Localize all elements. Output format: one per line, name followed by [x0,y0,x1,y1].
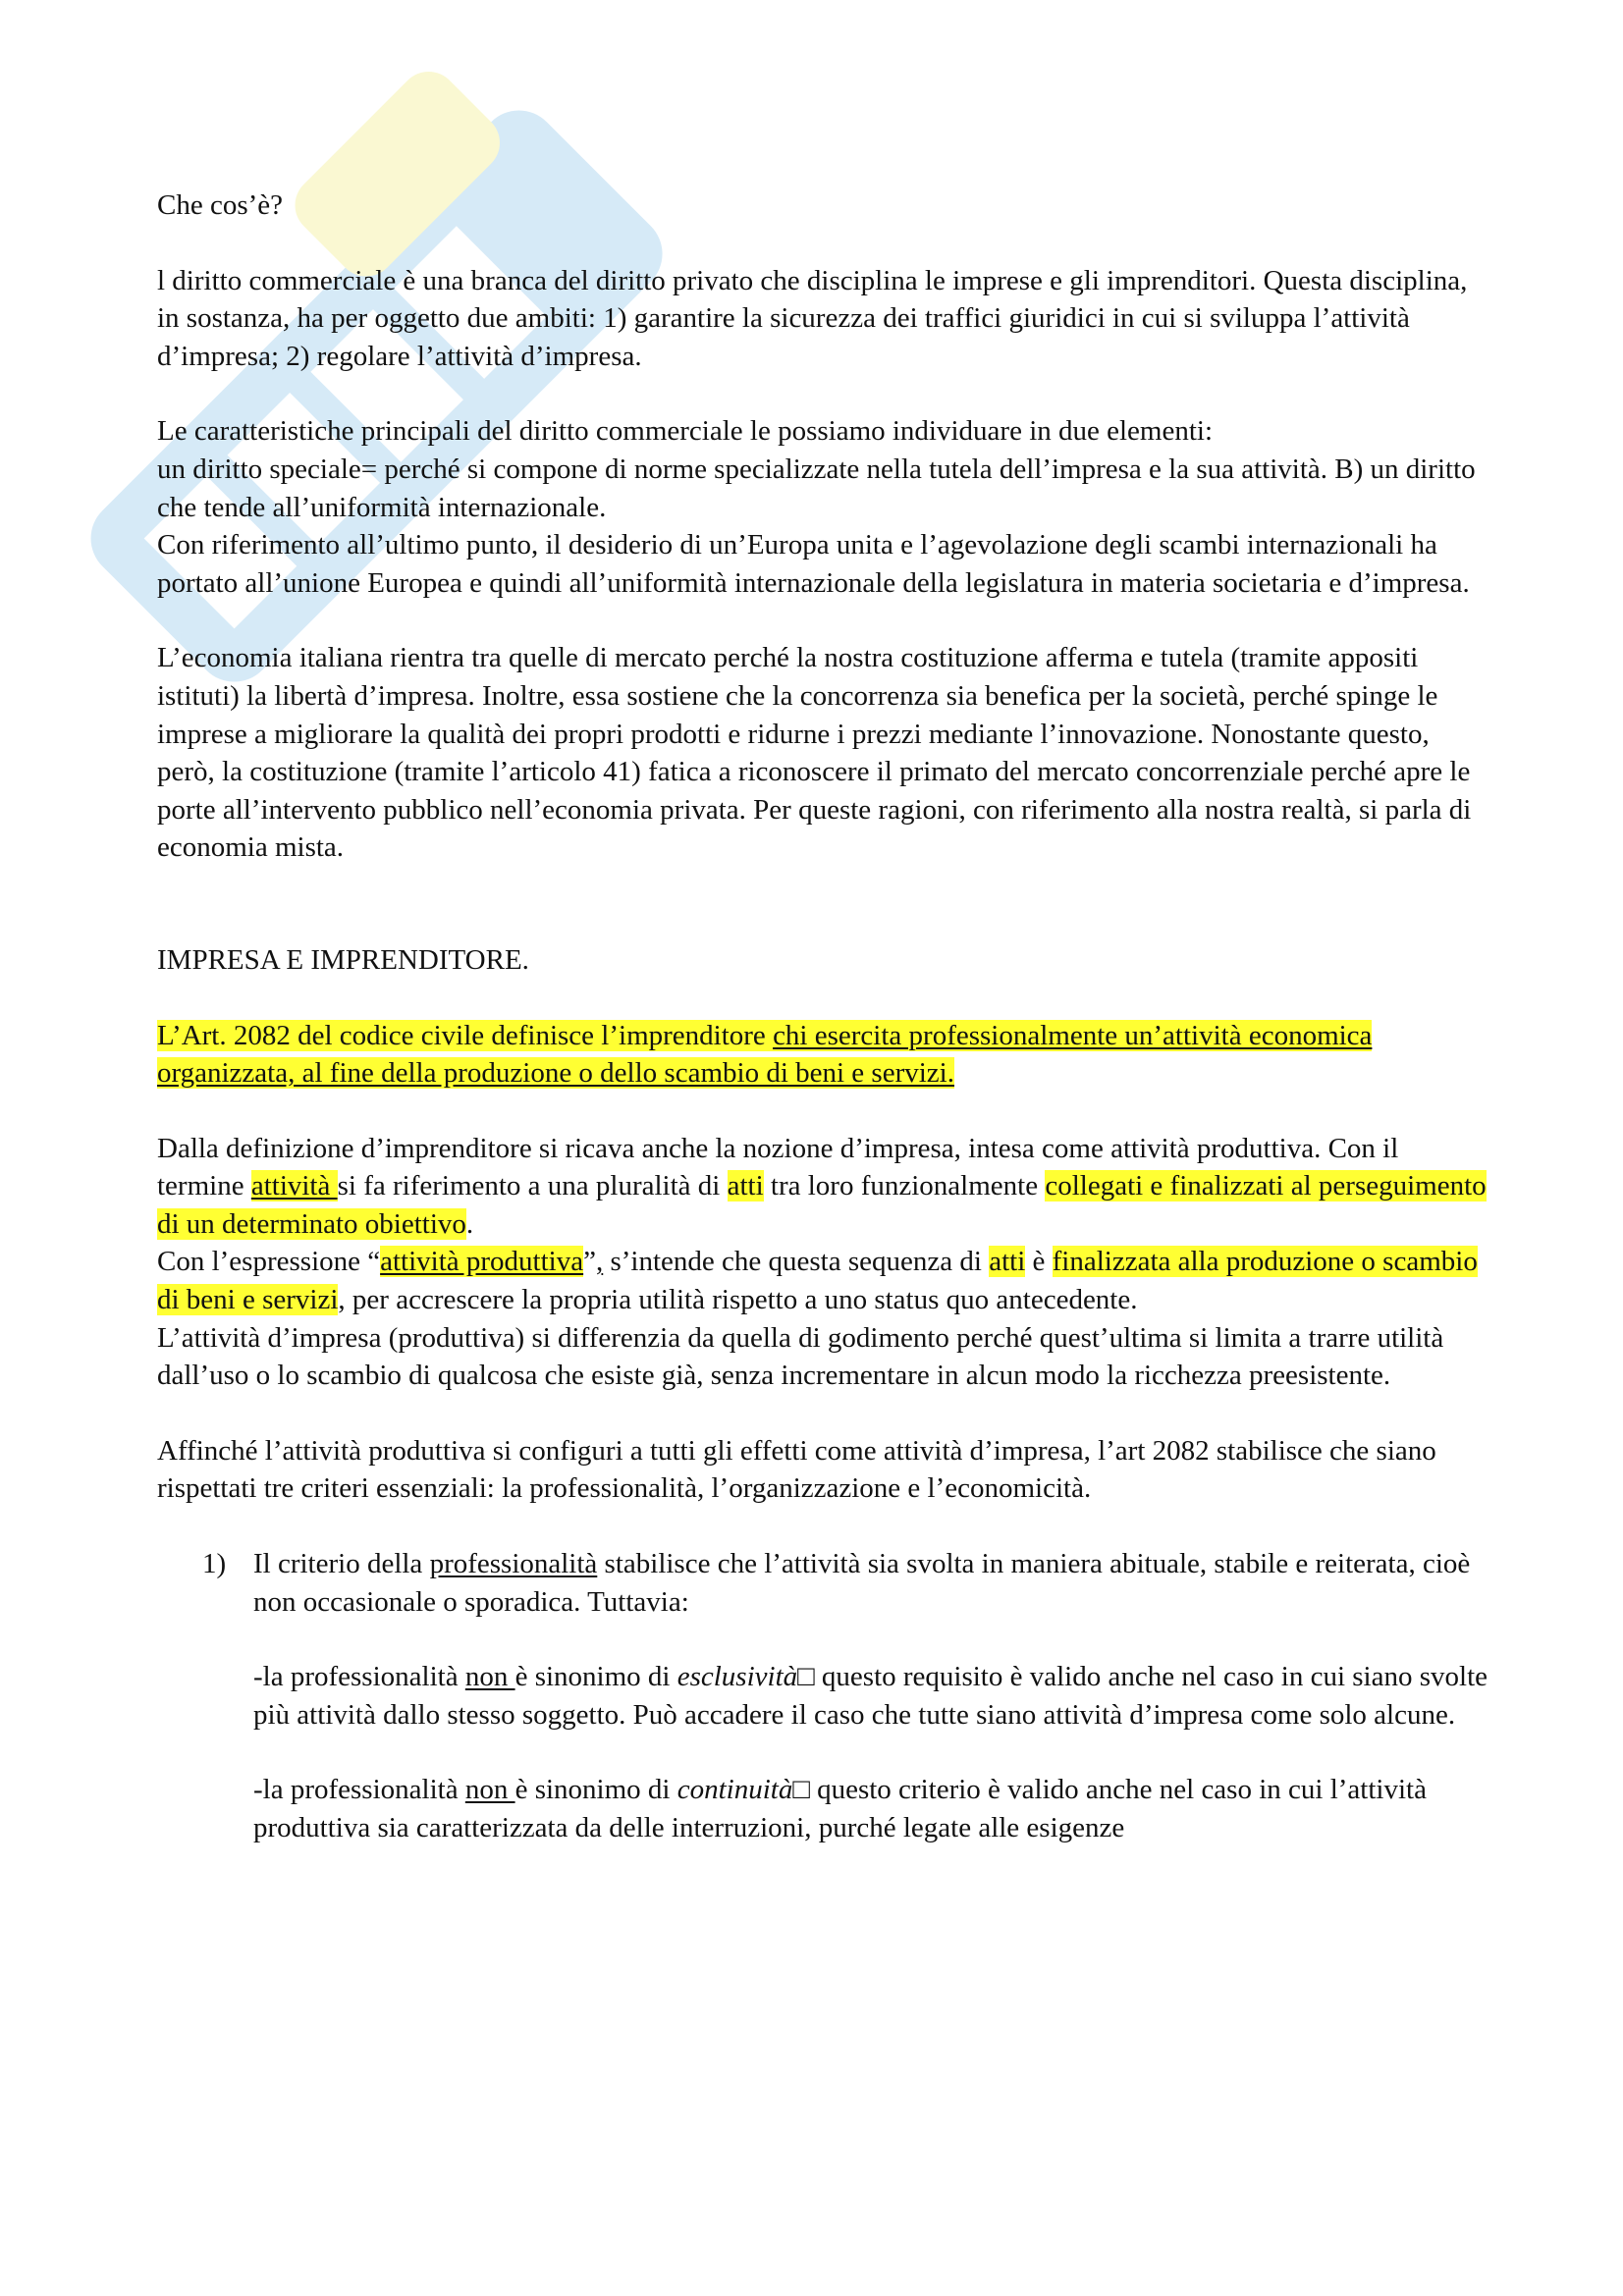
sub2-text-c: è sinonimo di [514,1774,677,1806]
features-line-1: Le caratteristiche principali del diritto commerciale le possiamo individuare in due elementi: [157,415,1214,448]
list-text-c: stabilisce che l’attività sia svolta in maniera abituale, stabile e reiterata, cioè non occasionale o sporadica. Tuttavia: [253,1548,1471,1618]
sub2-text-a: -la professionalità [253,1774,465,1806]
sub1-text-e: □ questo requisito è valido anche nel caso in cui siano svolte più attività dallo stesso soggetto. Può accadere il caso che tutte siano attività d’impresa come solo alcune. [253,1661,1488,1731]
prod-text-a: Con l’espressione “ [157,1246,381,1278]
list-item-professionalita [157,1545,1492,1621]
prod-comma: , [595,1246,604,1278]
def-text-c: si fa riferimento a una pluralità di [337,1170,728,1202]
list-text-a: Il criterio della [253,1548,430,1580]
def-text-g: . [465,1207,474,1240]
prod-text-e: s’intende che questa sequenza di [603,1246,990,1278]
sub1-text-c: è sinonimo di [514,1661,677,1693]
definition-paragraph [157,1130,1492,1244]
prod-text-i: , per accrescere la propria utilità rispetto a uno status quo antecedente. [338,1284,1138,1316]
criteria-paragraph: Affinché l’attività produttiva si configuri a tutti gli effetti come attività d’impresa, l’art 2082 stabilisce che siano rispettati tre criteri essenziali: la professionalità, l’organizzazione e l’economicità. [157,1434,1436,1505]
def-highlight-f: collegati e finalizzati al perseguimento di un determinato obiettivo [157,1170,1487,1240]
def-term-atti: atti [727,1170,764,1202]
sub2-term: continuità [676,1774,793,1806]
prod-highlight-h: finalizzata alla produzione o scambio di beni e servizi [157,1246,1478,1316]
features-line-2: un diritto speciale= perché si compone di norme specializzate nella tutela dell’impresa e la sua attività. B) un diritto che tende all’uniformità internazionale. [157,453,1476,523]
intro-paragraph: l diritto commerciale è una branca del diritto privato che disciplina le imprese e gli imprenditori. Questa disciplina, in sostanza, ha per oggetto due ambiti: 1) garantire la sicurezza dei traffici giuridici in cui si sviluppa l’attività d’impresa; 2) regolare l’attività d’impresa. [157,264,1468,372]
sub2-non: non [464,1774,515,1806]
def-text-e: tra loro funzionalmente [763,1170,1046,1202]
def-term-attivita: attività [250,1170,338,1202]
sub2-text-e: □ questo criterio è valido anche nel caso in cui l’attività produttiva sia caratterizzata da delle interruzioni, purché legate alle esigenze [253,1774,1427,1843]
art-2082-quote: chi esercita professionalmente un’attività economica organizzata, al fine della produzione o dello scambio di beni e servizi. [157,1019,1373,1090]
section-heading: IMPRESA E IMPRENDITORE. [157,943,529,976]
list-number: 1) [202,1548,227,1580]
sub-point-esclusivita [157,1658,1492,1734]
godimento-paragraph: L’attività d’impresa (produttiva) si differenzia da quella di godimento perché quest’ultima si limita a trarre utilità dall’uso o lo scambio di qualcosa che esiste già, senza incrementare in alcun modo la ricchezza preesistente. [157,1321,1444,1392]
list-term-professionalita: professionalità [429,1548,598,1580]
art-2082-definition [157,1017,1492,1093]
sub-point-continuita [157,1771,1492,1846]
economy-paragraph: L’economia italiana rientra tra quelle di mercato perché la nostra costituzione afferma e tutela (tramite appositi istituti) la libertà d’impresa. Inoltre, essa sostiene che la concorrenza sia benefica per la società, perché spinge le imprese a migliorare la qualità dei propri prodotti e ridurne i prezzi mediante l’innovazione. Nonostante questo, però, la costituzione (tramite l’articolo 41) fatica a riconoscere il primato del mercato concorrenziale perché apre le porte all’intervento pubblico nell’economia privata. Per queste ragioni, con riferimento alla nostra realtà, si parla di economia mista. [157,642,1472,864]
document-page [157,187,1492,1847]
question-title: Che cos’è? [157,189,284,221]
def-text-a: Dalla definizione d’imprenditore si ricava anche la nozione d’impresa, intesa come attività produttiva. Con il termine [157,1132,1399,1202]
prod-text-c: ” [583,1246,596,1278]
prod-term: attività produttiva [380,1246,584,1278]
list-item-text [253,1545,1492,1621]
prod-text-g: è [1025,1246,1053,1278]
sub1-term: esclusività [676,1661,798,1693]
art-2082-lead: L’Art. 2082 del codice civile definisce l’imprenditore [157,1019,774,1051]
productive-activity-paragraph [157,1243,1492,1318]
features-line-3: Con riferimento all’ultimo punto, il desiderio di un’Europa unita e l’agevolazione degli scambi internazionali ha portato all’unione Europea e quindi all’uniformità internazionale della legislatura in materia societaria e d’impresa. [157,529,1470,599]
prod-term-atti: atti [989,1246,1026,1278]
sub1-text-a: -la professionalità [253,1661,465,1693]
sub1-non: non [464,1661,515,1693]
